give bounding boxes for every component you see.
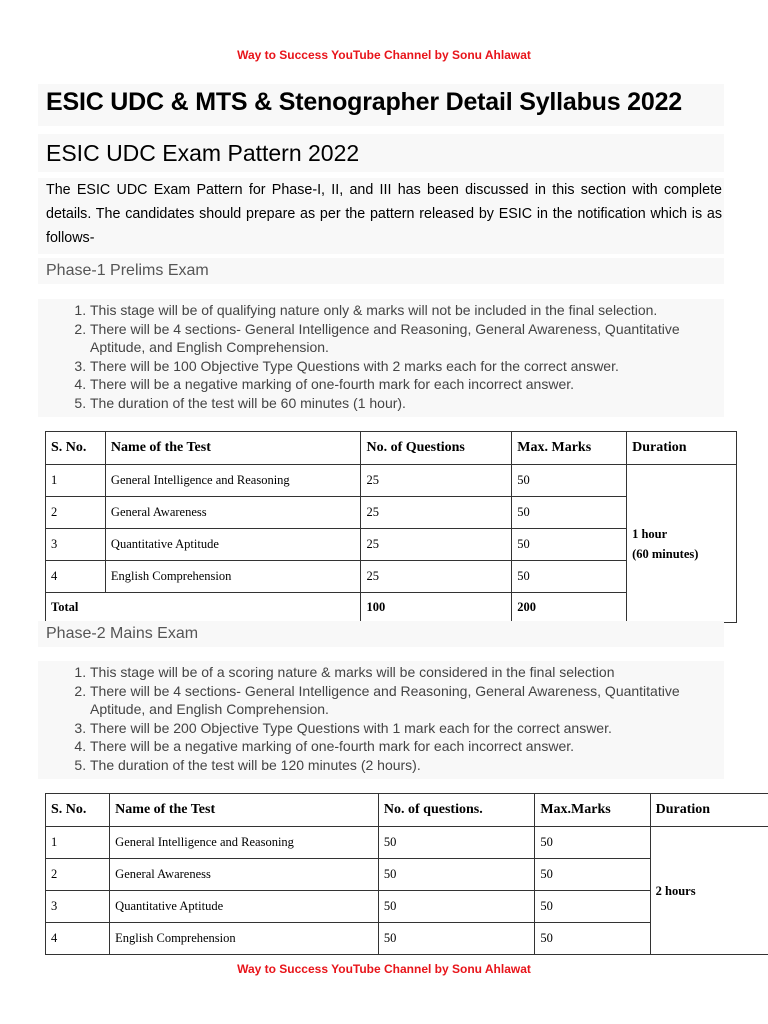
list-item: 1. This stage will be of a scoring nature & marks will be considered in the final selection: [90, 663, 720, 682]
list-item: 2. There will be 4 sections- General Intelligence and Reasoning, General Awareness, Quantitative Aptitude, and English Comprehension.: [90, 320, 720, 357]
cell: 50: [378, 891, 534, 923]
cell: 50: [535, 859, 650, 891]
cell: 50: [535, 923, 650, 955]
cell: Quantitative Aptitude: [110, 891, 379, 923]
cell: English Comprehension: [110, 923, 379, 955]
table-row: [46, 465, 737, 497]
cell: 2: [46, 497, 106, 529]
cell: 4: [46, 561, 106, 593]
cell: 50: [535, 891, 650, 923]
cell: 50: [512, 529, 627, 561]
col-header: Max. Marks: [512, 432, 627, 465]
phase1-table: [45, 431, 737, 623]
list-item: 4. There will be a negative marking of one-fourth mark for each incorrect answer.: [90, 375, 720, 394]
total-marks: 200: [512, 593, 627, 623]
list-item: 2. There will be 4 sections- General Intelligence and Reasoning, General Awareness, Quantitative Aptitude, and English Comprehension.: [90, 682, 720, 719]
cell: English Comprehension: [105, 561, 361, 593]
cell: General Intelligence and Reasoning: [105, 465, 361, 497]
duration-line: (60 minutes): [632, 546, 699, 561]
phase2-heading: Phase-2 Mains Exam: [38, 621, 724, 647]
col-header: Duration: [627, 432, 737, 465]
cell: 50: [378, 859, 534, 891]
list-item: 3. There will be 200 Objective Type Questions with 1 mark each for the correct answer.: [90, 719, 720, 738]
list-item: 5. The duration of the test will be 120 minutes (2 hours).: [90, 756, 720, 775]
cell: 1: [46, 465, 106, 497]
duration-line: 1 hour: [632, 526, 668, 541]
col-header: Max.Marks: [535, 794, 650, 827]
cell: 50: [378, 923, 534, 955]
cell: Quantitative Aptitude: [105, 529, 361, 561]
cell: 4: [46, 923, 110, 955]
cell: 50: [512, 561, 627, 593]
duration-line: 2 hours: [655, 883, 696, 898]
phase1-list: [38, 299, 724, 417]
phase1-heading: Phase-1 Prelims Exam: [38, 258, 724, 284]
cell: 2: [46, 859, 110, 891]
col-header: No. of Questions: [361, 432, 512, 465]
table-row: [46, 827, 768, 859]
list-item: 1. This stage will be of qualifying nature only & marks will not be included in the final selection.: [90, 301, 720, 320]
duration-cell: [627, 465, 737, 623]
cell: 3: [46, 529, 106, 561]
cell: 25: [361, 561, 512, 593]
col-header: Duration: [650, 794, 768, 827]
table-header-row: [46, 794, 768, 827]
phase2-list: [38, 661, 724, 779]
page-title: ESIC UDC & MTS & Stenographer Detail Syllabus 2022: [38, 84, 724, 126]
list-item: 4. There will be a negative marking of one-fourth mark for each incorrect answer.: [90, 737, 720, 756]
col-header: S. No.: [46, 794, 110, 827]
page-header: Way to Success YouTube Channel by Sonu Ahlawat: [237, 48, 531, 62]
col-header: S. No.: [46, 432, 106, 465]
cell: 50: [512, 465, 627, 497]
cell: 25: [361, 497, 512, 529]
cell: General Intelligence and Reasoning: [110, 827, 379, 859]
cell: 25: [361, 529, 512, 561]
page-footer: Way to Success YouTube Channel by Sonu Ahlawat: [237, 962, 531, 976]
col-header: Name of the Test: [110, 794, 379, 827]
cell: 50: [512, 497, 627, 529]
cell: 3: [46, 891, 110, 923]
list-item: 3. There will be 100 Objective Type Questions with 2 marks each for the correct answer.: [90, 357, 720, 376]
table-header-row: [46, 432, 737, 465]
cell: 50: [378, 827, 534, 859]
total-label: Total: [46, 593, 361, 623]
cell: 25: [361, 465, 512, 497]
cell: General Awareness: [110, 859, 379, 891]
section-title: ESIC UDC Exam Pattern 2022: [38, 134, 724, 172]
list-item: 5. The duration of the test will be 60 minutes (1 hour).: [90, 394, 720, 413]
total-questions: 100: [361, 593, 512, 623]
intro-paragraph: The ESIC UDC Exam Pattern for Phase-I, II, and III has been discussed in this section with complete details. The candidates should prepare as per the pattern released by ESIC in the notification which is as follows-: [38, 178, 724, 254]
cell: General Awareness: [105, 497, 361, 529]
cell: 1: [46, 827, 110, 859]
duration-cell: [650, 827, 768, 955]
cell: 50: [535, 827, 650, 859]
phase2-table: [45, 793, 768, 955]
col-header: Name of the Test: [105, 432, 361, 465]
col-header: No. of questions.: [378, 794, 534, 827]
